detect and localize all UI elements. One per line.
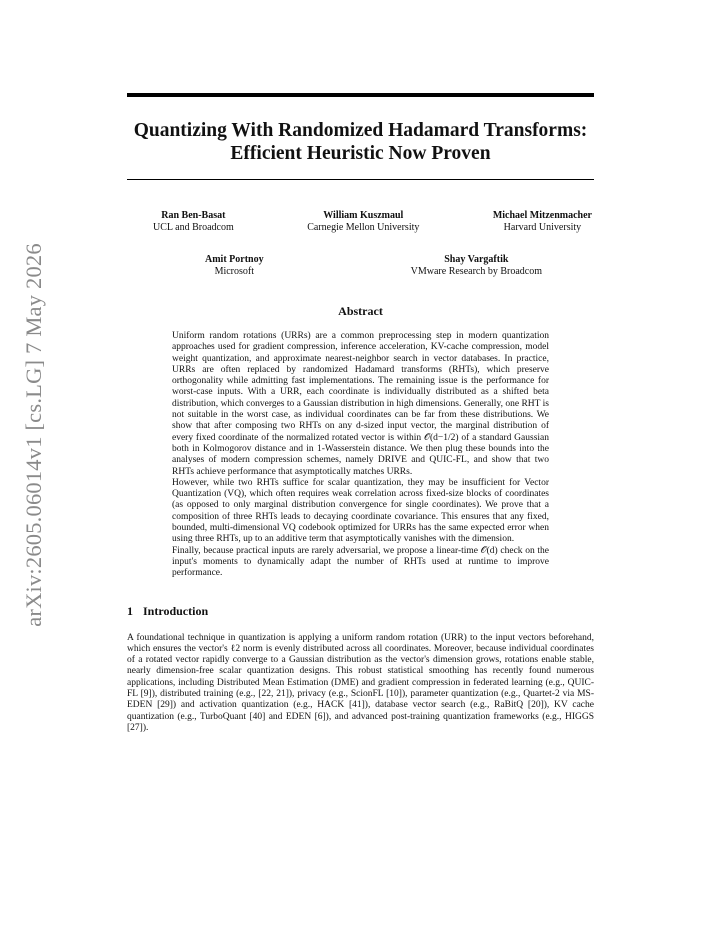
author-block [205,254,264,278]
paper-page [127,93,594,734]
authors-row-2 [127,254,594,278]
author-block [493,210,592,234]
introduction-body [127,633,594,735]
paper-title-line-1: Quantizing With Randomized Hadamard Transforms: [133,120,588,141]
section-number: 1 [127,603,133,618]
abstract-heading: Abstract [338,304,383,318]
author-block [411,254,542,278]
abstract-paragraph-3: Finally, because practical inputs are rarely adversarial, we propose a linear-time 𝒪(d) check on the input's moments to dynamically adapt the number of RHTs used at runtime to improve performance. [172,545,549,579]
authors-row-1 [127,210,594,234]
paper-title-line-2: Efficient Heuristic Now Proven [230,143,491,164]
author-block [307,210,419,234]
author-name: Michael Mitzenmacher [492,210,592,221]
author-affiliation: Microsoft [214,266,255,277]
author-affiliation: Carnegie Mellon University [307,222,420,233]
author-affiliation: VMware Research by Broadcom [410,266,542,277]
author-name: Ran Ben-Basat [161,210,226,221]
author-name: William Kuszmaul [323,210,404,221]
author-name: Shay Vargaftik [444,254,509,265]
introduction-paragraph-1: A foundational technique in quantization is applying a uniform random rotation (URR) to the input vectors beforehand, which ensures the vector's ℓ2 norm is evenly distributed across all coordinates. Moreover, because individual coordinates of a rotated vector rapidly converge to a Gaussian distribution as the vector's dimension grows, rotations enable stable, nearly dimension-free scalar quantization designs. This robust statistical smoothing has recently found numerous applications, including Distributed Mean Estimation (DME) and gradient compression in federated learning (e.g., QUIC-FL [9]), distributed training (e.g., [22, 21]), privacy (e.g., ScionFL [10]), parameter quantization (e.g., Quartet-2 via MS-EDEN [29]) and activation quantization (e.g., HACK [41]), database vector search (e.g., RaBitQ [20]), KV cache quantization (e.g., TurboQuant [40] and EDEN [6]), and advanced post-training quantization frameworks (e.g., HIGGS [27]). [127,632,594,733]
title-bottom-rule [127,179,594,180]
arxiv-identifier-text: arXiv:2605.06014v1 [cs.LG] 7 May 2026 [21,243,46,627]
abstract-paragraph-2: However, while two RHTs suffice for scalar quantization, they may be insufficient for Vector Quantization (VQ), which often requires weak correlation across fixed-size blocks of coordinates (as opposed to only marginal distribution convergence for single coordinates). We prove that a composition of three RHTs leads to decaying coordinate covariance. This ensures that any fixed, bounded, multi-dimensional VQ codebook optimized for URRs has the same expected error when using three RHTs, up to an additive term that asymptotically vanishes with the dimension. [172,477,549,545]
section-title: Introduction [143,603,209,618]
title-top-rule [127,93,594,97]
author-name: Amit Portnoy [205,254,264,265]
abstract-paragraph-1: Uniform random rotations (URRs) are a common preprocessing step in modern quantization approaches used for gradient compression, inference acceleration, KV-cache compression, model weight quantization, and approximate nearest-neighbor search in vector databases. In practice, URRs are often replaced by randomized Hadamard transforms (RHTs), which preserve orthogonality while admitting fast implementations. The remaining issue is the performance for worst-case inputs. With a URR, each coordinate is individually distributed as a shifted beta distribution, which converges to a Gaussian distribution in high dimensions. Generally, one RHT is not suitable in the worst case, as individual coordinates can be far from these distributions. We show that after composing two RHTs on any d-sized input vector, the marginal distribution of every fixed coordinate of the normalized rotated vector is within 𝒪(d−1/2) of a standard Gaussian both in Kolmogorov distance and in 1-Wasserstein distance. We then plug these bounds into the analyses of modern compression schemes, namely DRIVE and QUIC-FL, and show that two RHTs achieve performance that asymptotically matches URRs. [172,331,549,477]
author-affiliation: Harvard University [503,222,582,233]
arxiv-identifier-stamp [4,200,64,670]
author-affiliation: UCL and Broadcom [153,222,234,233]
paper-title [127,119,594,165]
abstract-body [172,331,549,580]
author-block [153,210,234,234]
section-heading-introduction [127,604,594,619]
